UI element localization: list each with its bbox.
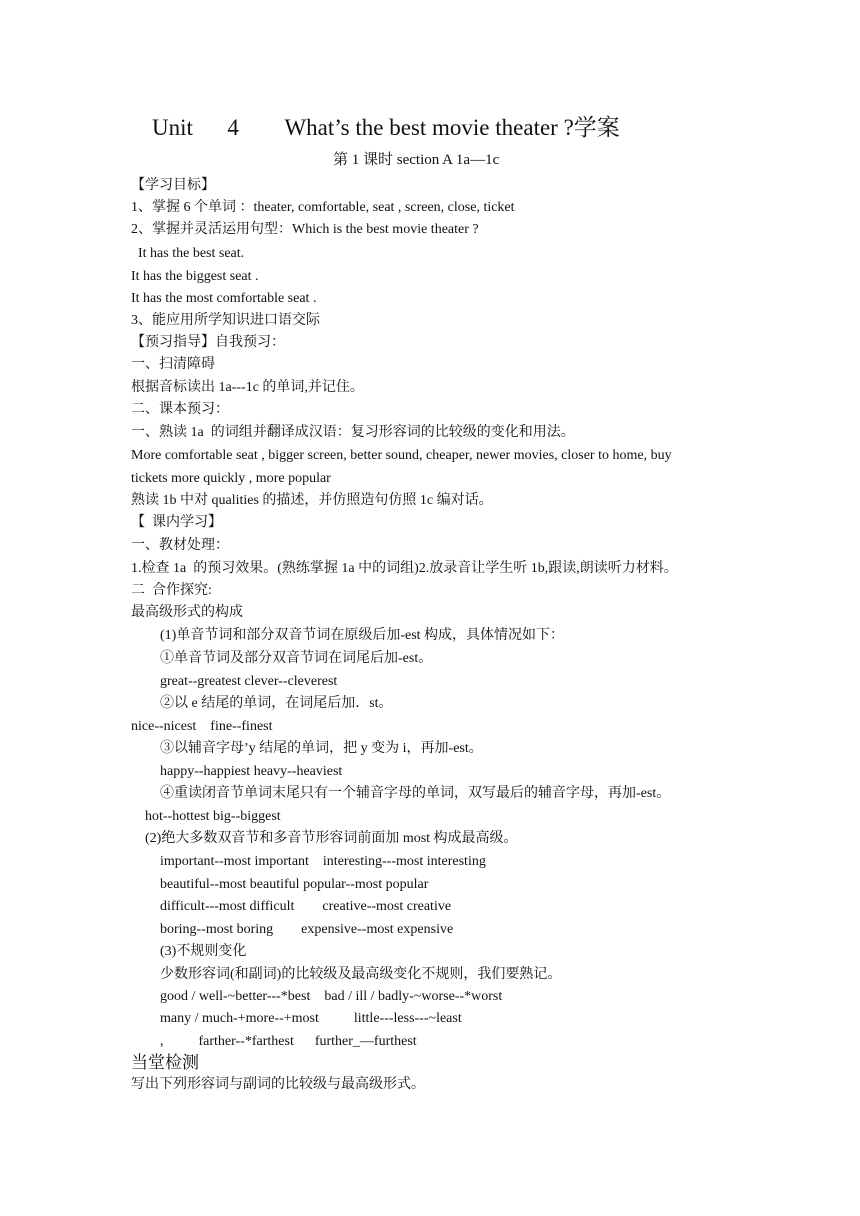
text-line: great--greatest clever--cleverest	[160, 674, 338, 689]
text-line: difficult---most difficult creative--most creative	[160, 899, 452, 914]
text-line: happy--happiest heavy--heaviest	[160, 764, 343, 779]
text-line: hot--hottest big--biggest	[145, 809, 281, 824]
text-line: 熟读 1b 中对 qualities 的描述，并仿照造句仿照 1c 编对话。	[131, 493, 493, 508]
lesson-subtitle: 第 1 课时 section A 1a—1c	[333, 152, 500, 168]
text-line: nice--nicest fine--finest	[131, 719, 273, 734]
text-line: 2、掌握并灵活运用句型：Which is the best movie theater ?	[131, 222, 479, 237]
text-line: , farther--*farthest further_—furthest	[160, 1034, 417, 1049]
text-line: 二 合作探究:	[131, 583, 212, 598]
text-line: 少数形容词(和副词)的比较级及最高级变化不规则，我们要熟记。	[160, 967, 562, 982]
text-line: 一、熟读 1a 的词组并翻译成汉语：复习形容词的比较级的变化和用法。	[131, 425, 575, 440]
text-line: 1.检查 1a 的预习效果。(熟练掌握 1a 中的词组)2.放录音让学生听 1b,跟读,朗读听力材料。	[131, 561, 678, 576]
text-line: It has the most comfortable seat .	[131, 291, 317, 306]
text-line: 一、教材处理：	[131, 538, 229, 553]
text-line: ①单音节词及部分双音节词在词尾后加-est。	[160, 651, 433, 666]
text-line: 3、能应用所学知识进口语交际	[131, 313, 320, 328]
text-line: (3)不规则变化	[160, 944, 247, 959]
text-line: 一、扫清障碍	[131, 357, 215, 372]
text-line: It has the best seat.	[131, 246, 245, 261]
text-line: 最高级形式的构成	[131, 605, 243, 620]
text-line: good / well-~better---*best bad / ill / badly-~worse--*worst	[160, 989, 503, 1004]
text-line: 二、课本预习：	[131, 402, 229, 417]
text-line: (1)单音节词和部分双音节词在原级后加-est 构成，具体情况如下：	[160, 628, 565, 643]
text-line: 根据音标读出 1a---1c 的单词,并记住。	[131, 380, 364, 395]
text-line: boring--most boring expensive--most expensive	[160, 922, 454, 937]
text-line: More comfortable seat , bigger screen, better sound, cheaper, newer movies, closer to home, buy	[131, 448, 672, 463]
text-line: 【 课内学习】	[131, 515, 222, 530]
text-line: 【学习目标】	[131, 178, 215, 193]
text-line: beautiful--most beautiful popular--most popular	[160, 877, 429, 892]
text-line: 【预习指导】自我预习：	[131, 335, 285, 350]
text-line: important--most important interesting---most interesting	[160, 854, 486, 869]
text-line: ④重读闭音节单词末尾只有一个辅音字母的单词，双写最后的辅音字母，再加-est。	[160, 786, 671, 801]
text-line: 1、掌握 6 个单词 ：theater, comfortable, seat , screen, close, ticket	[131, 200, 515, 215]
text-line: 写出下列形容词与副词的比较级与最高级形式。	[131, 1077, 425, 1092]
text-line: ③以辅音字母’y 结尾的单词，把 y 变为 i，再加-est。	[160, 741, 483, 756]
text-line: many / much-+more--+most little---less---~least	[160, 1011, 462, 1026]
page-title: Unit 4 What’s the best movie theater ?学案	[152, 115, 620, 140]
text-line: ②以 e 结尾的单词，在词尾后加．st。	[160, 696, 393, 711]
section-heading: 当堂检测	[131, 1053, 199, 1072]
text-line: tickets more quickly , more popular	[131, 471, 331, 486]
text-line: It has the biggest seat .	[131, 269, 259, 284]
text-line: (2)绝大多数双音节和多音节形容词前面加 most 构成最高级。	[145, 831, 518, 846]
